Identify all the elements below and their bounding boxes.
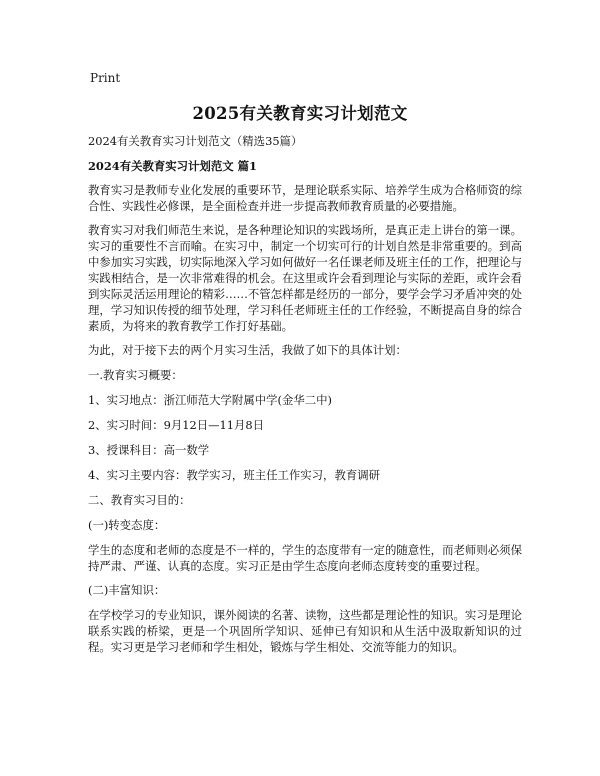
purpose-item-attitude: (一)转变态度： (88, 518, 166, 532)
outline-item-location: 1、实习地点：浙江师范大学附属中学(金华二中) (88, 393, 332, 407)
section-heading: 2024有关教育实习计划范文 篇1 (88, 159, 257, 173)
outline-item-subject: 3、授课科目：高一数学 (88, 443, 210, 457)
paragraph-knowledge: 在学校学习的专业知识，课外阅读的名著、读物，这些都是理论性的知识。实习是理论联系实践的桥梁，更是一个巩固所学知识、延伸已有知识和从生活中汲取新知识的过程。实习更是学习老师和学生相处，锻炼与学生相处、交流等能力的知识。 (88, 608, 522, 654)
outline-heading: 一.教育实习概要： (88, 368, 183, 382)
purpose-heading: 二、教育实习目的： (88, 493, 191, 507)
paragraph-plan-lead: 为此，对于接下去的两个月实习生活，我做了如下的具体计划： (88, 343, 407, 357)
document-subtitle: 2024有关教育实习计划范文（精选35篇） (88, 134, 303, 148)
paragraph-intro: 教育实习是教师专业化发展的重要环节，是理论联系实际、培养学生成为合格师资的综合性、实践性必修课，是全面检查并进一步提高教师教育质量的必要措施。 (88, 183, 522, 213)
paragraph-attitude: 学生的态度和老师的态度是不一样的，学生的态度带有一定的随意性，而老师则必须保持严肃、严谨、认真的态度。实习正是由学生态度向老师态度转变的重要过程。 (88, 543, 522, 573)
page-title: 2025有关教育实习计划范文 (192, 104, 408, 123)
print-link[interactable]: Print (90, 71, 121, 85)
outline-item-time: 2、实习时间：9月12日—11月8日 (88, 418, 265, 432)
purpose-item-knowledge: (二)丰富知识： (88, 583, 166, 597)
document-body (88, 133, 522, 663)
outline-item-content: 4、实习主要内容：教学实习，班主任工作实习，教育调研 (88, 468, 381, 482)
paragraph-importance: 教育实习对我们师范生来说，是各种理论知识的实践场所，是真正走上讲台的第一课。实习的重要性不言而喻。在实习中，制定一个切实可行的计划自然是非常重要的。到高中参加实习实践，切实际地深入学习如何做好一名任课老师及班主任的工作，把理论与实践相结合，是一次非常难得的机会。在这里或许会看到理论与实际的差距，或许会看到实际灵活运用理论的精彩……不管怎样都是经历的一部分，要学会学习矛盾冲突的处理，学习知识传授的细节处理，学习科任老师班主任的工作经验，不断提高自身的综合素质，为将来的教育教学工作打好基础。 (88, 223, 522, 333)
